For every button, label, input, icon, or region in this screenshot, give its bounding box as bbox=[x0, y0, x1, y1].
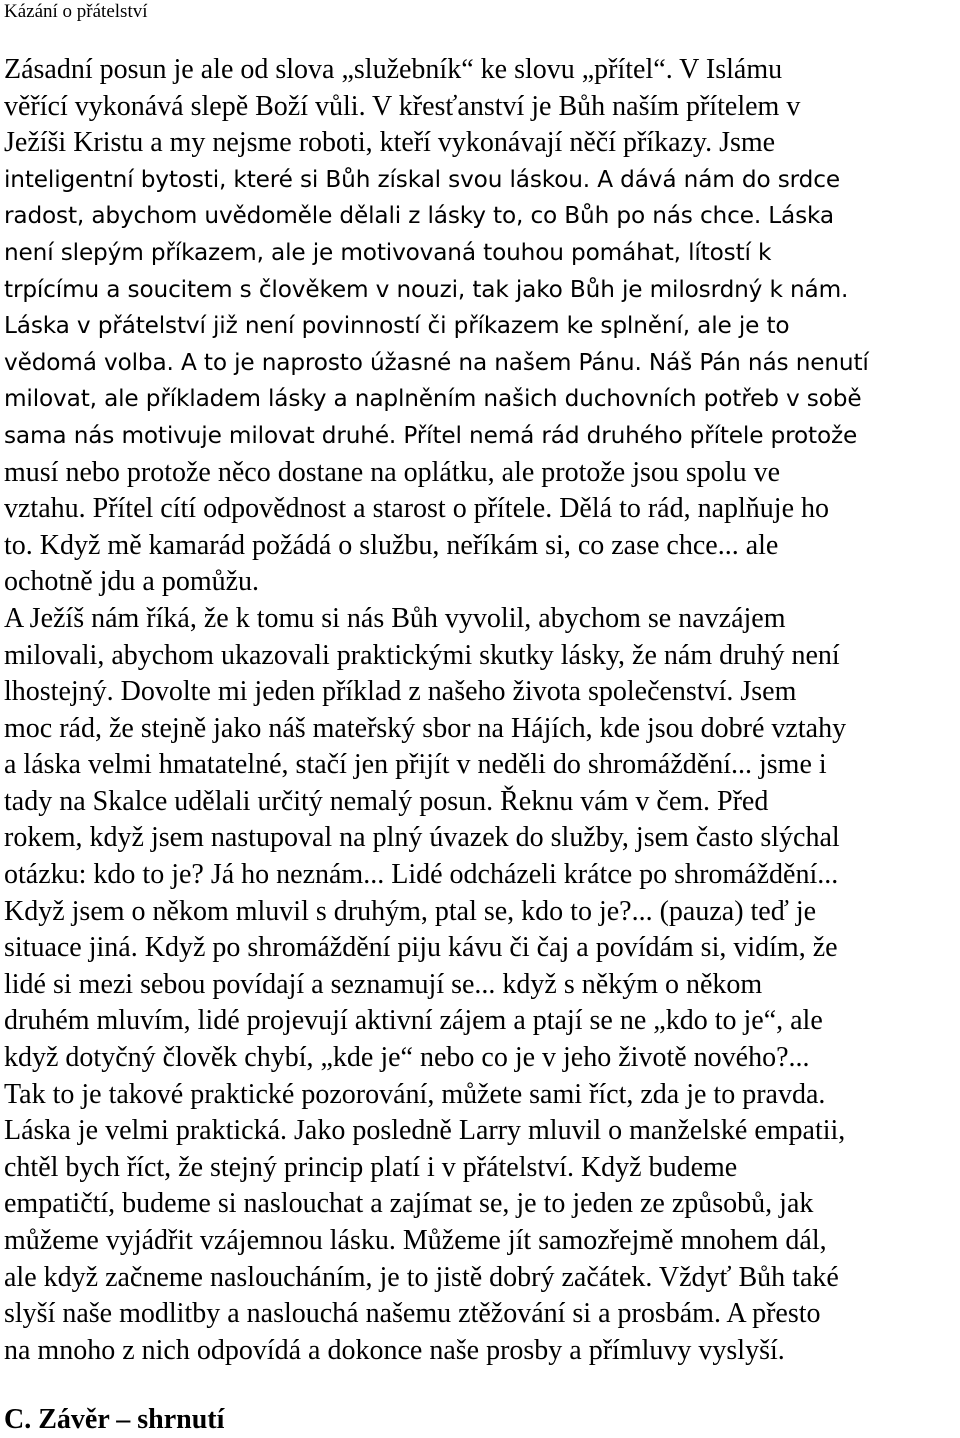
text-line: to. Když mě kamarád požádá o službu, neříkám si, co zase chce... ale bbox=[4, 529, 779, 561]
text-line: slyší naše modlitby a naslouchá našemu ztěžování si a prosbám. A přesto bbox=[4, 1298, 821, 1330]
text-line: musí nebo protože něco dostane na oplátku, ale protože jsou spolu ve bbox=[4, 456, 781, 488]
text-line: situace jiná. Když po shromáždění piju kávu či čaj a povídám si, vidím, že bbox=[4, 932, 838, 964]
text-line: vztahu. Přítel cítí odpovědnost a starost o přítele. Dělá to rád, naplňuje ho bbox=[4, 493, 830, 525]
text-line: A Ježíš nám říká, že k tomu si nás Bůh vyvolil, abychom se navzájem bbox=[4, 602, 786, 634]
sermon-body-text bbox=[4, 52, 960, 1369]
text-line: tady na Skalce udělali určitý nemalý posun. Řeknu vám v čem. Před bbox=[4, 785, 769, 817]
text-line: vědomá volba. A to je naprosto úžasné na našem Pánu. Náš Pán nás nenutí bbox=[4, 348, 869, 376]
running-header: Kázání o přátelství bbox=[4, 1, 148, 22]
text-line: druhém mluvím, lidé projevují aktivní zájem a ptají se ne „kdo to je“, ale bbox=[4, 1005, 823, 1037]
text-line: Zásadní posun je ale od slova „služebník“ ke slovu „přítel“. V Islámu bbox=[4, 54, 783, 85]
text-line: ochotně jdu a pomůžu. bbox=[4, 566, 260, 598]
section-heading: C. Závěr – shrnutí bbox=[4, 1404, 225, 1435]
text-line: trpícímu a soucitem s člověkem v nouzi, tak jako Bůh je milosrdný k nám. bbox=[4, 275, 849, 303]
text-line: milovat, ale příkladem lásky a naplněním našich duchovních potřeb v sobě bbox=[4, 385, 862, 413]
text-line: ale když začneme nasloucháním, je to jistě dobrý začátek. Vždyť Bůh také bbox=[4, 1261, 839, 1293]
text-line: chtěl bych říct, že stejný princip platí i v přátelství. Když budeme bbox=[4, 1151, 738, 1183]
text-line: věřící vykonává slepě Boží vůli. V křesťanství je Bůh naším přítelem v bbox=[4, 90, 801, 122]
text-line: sama nás motivuje milovat druhé. Přítel nemá rád druhého přítele protože bbox=[4, 421, 858, 449]
text-line: inteligentní bytosti, které si Bůh získal svou láskou. A dává nám do srdce bbox=[4, 165, 840, 193]
text-line: milovali, abychom ukazovali praktickými skutky lásky, že nám druhý není bbox=[4, 639, 840, 671]
text-line: lidé si mezi sebou povídají a seznamují se... když s někým o někom bbox=[4, 968, 763, 1000]
text-line: není slepým příkazem, ale je motivovaná touhou pomáhat, lítostí k bbox=[4, 238, 772, 266]
text-line: když dotyčný člověk chybí, „kde je“ nebo co je v jeho životě nového?... bbox=[4, 1042, 810, 1074]
text-line: můžeme vyjádřit vzájemnou lásku. Můžeme jít samozřejmě mnohem dál, bbox=[4, 1225, 827, 1256]
text-line: radost, abychom uvědoměle dělali z lásky to, co Bůh po nás chce. Láska bbox=[4, 202, 834, 230]
text-line: na mnoho z nich odpovídá a dokonce naše prosby a přímluvy vyslyší. bbox=[4, 1334, 785, 1366]
text-line: moc rád, že stejně jako náš mateřský sbor na Hájích, kde jsou dobré vztahy bbox=[4, 712, 847, 744]
text-line: rokem, když jsem nastupoval na plný úvazek do služby, jsem často slýchal bbox=[4, 822, 840, 854]
text-line: a láska velmi hmatatelné, stačí jen přijít v neděli do shromáždění... jsme i bbox=[4, 749, 827, 781]
text-line: lhostejný. Dovolte mi jeden příklad z našeho života společenství. Jsem bbox=[4, 676, 797, 708]
text-line: empatičtí, budeme si naslouchat a zajímat se, je to jeden ze způsobů, jak bbox=[4, 1188, 814, 1220]
text-line: otázku: kdo to je? Já ho neznám... Lidé odcházeli krátce po shromáždění... bbox=[4, 859, 839, 891]
text-line: Láska je velmi praktická. Jako posledně Larry mluvil o manželské empatii, bbox=[4, 1115, 846, 1147]
text-line: Ježíši Kristu a my nejsme roboti, kteří vykonávají něčí příkazy. Jsme bbox=[4, 127, 776, 159]
text-line: Když jsem o někom mluvil s druhým, ptal se, kdo to je?... (pauza) teď je bbox=[4, 895, 817, 927]
text-line: Tak to je takové praktické pozorování, můžete sami říct, zda je to pravda. bbox=[4, 1078, 826, 1110]
text-line: Láska v přátelství již není povinností či příkazem ke splnění, ale je to bbox=[4, 312, 790, 340]
